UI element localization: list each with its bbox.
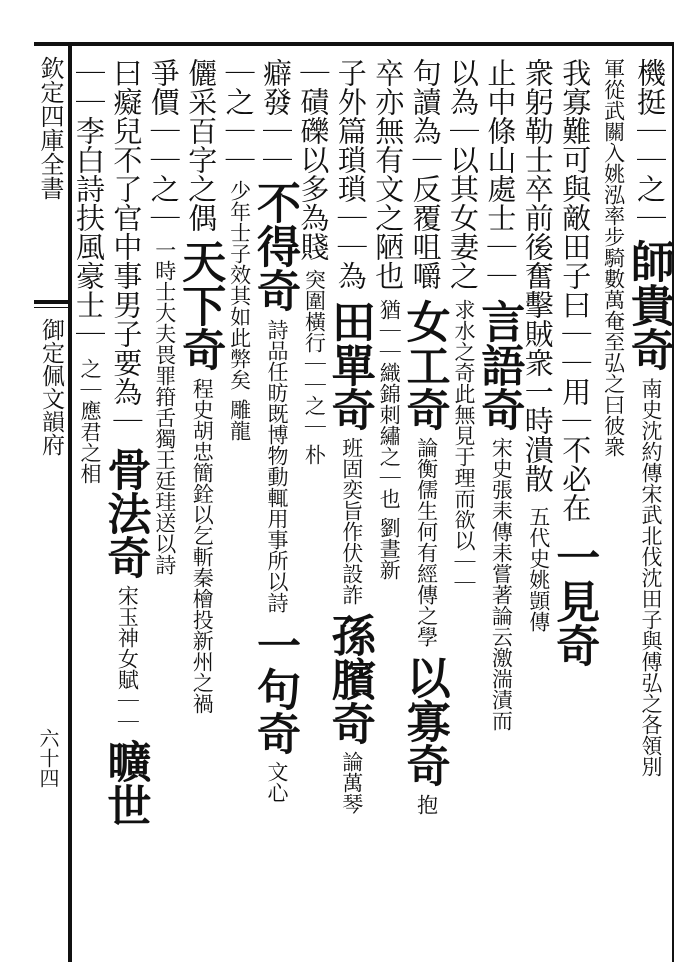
annotation-text: 軍從武關入姚泓率步騎數萬奄至弘之曰彼衆 (601, 58, 626, 457)
headword: 骨法奇 (99, 446, 151, 579)
text-column (249, 58, 302, 958)
headword: 一見奇 (548, 535, 600, 668)
annotation-text: 猶｜｜織錦刺繡之｜也 (377, 298, 402, 509)
annotation-text: 詩品任昉既博物動輒用事所以詩 (265, 318, 289, 613)
annotation-text: 程史胡忠簡銓以乞斬秦檜投新州之禍 (190, 378, 215, 715)
annotation-text: 五代史姚顗傳 (526, 505, 551, 632)
annotation-text: 求水之奇此無見于理而欲以｜｜ (452, 298, 476, 593)
text-column (146, 58, 190, 958)
body-text: 止中條山處士｜｜ (483, 58, 518, 290)
headword: 一句奇 (249, 622, 300, 755)
body-text: 句讀為｜反覆咀嚼 (408, 58, 443, 290)
annotation-text: 論衡儒生何有經傳之學 (414, 437, 439, 648)
body-text: 癖發｜｜ (259, 58, 293, 174)
text-column (71, 58, 115, 958)
headword: 曠世 (99, 739, 151, 828)
annotation-text: 之｜應君之相 (78, 357, 102, 484)
annotation-text: 班固奕旨作伏設詐 (339, 437, 364, 606)
annotation-text: 宋史張耒傳耒嘗著論云激湍漬而 (489, 437, 514, 732)
body-text: 機挺｜｜之｜ (633, 58, 667, 232)
text-column (398, 58, 452, 958)
text-column (595, 58, 639, 958)
headword: 天下奇 (174, 239, 226, 372)
text-column (445, 58, 489, 958)
annotation-text: 南史沈約傳宋武北伐沈田子與傅弘之各領別 (639, 378, 663, 778)
headword: 言語奇 (473, 298, 525, 431)
annotation-text: 少年士子效其如此弊矣 (227, 180, 252, 391)
body-text: 爭價｜｜之｜ (146, 58, 181, 232)
headword: 孫臏奇 (323, 612, 375, 745)
body-text: 卒亦無有文之陋也 (371, 58, 406, 290)
annotation-text: 宋玉神女賦｜｜ (115, 585, 140, 733)
body-text: 儷采百字之偶 (184, 58, 219, 232)
body-text: ｜之｜｜ (221, 58, 256, 174)
annotation-text: 雕龍 (227, 398, 252, 441)
fishtail-mark-thin (34, 307, 70, 308)
body-text: ｜磧礫以多為賤 (296, 58, 331, 261)
margin-folio-number: 六十四 (36, 728, 60, 788)
annotation-text: 突圍橫行｜｜之｜ (302, 269, 327, 438)
fishtail-mark (34, 300, 70, 304)
headword: 以寡奇 (398, 655, 450, 788)
body-text: 以為｜以其女妻之 (446, 58, 480, 290)
annotation-text: 抱 (414, 794, 439, 816)
annotation-text: 朴 (302, 444, 327, 466)
headword: 師貴奇 (623, 239, 674, 372)
body-text: 我寡難可與敵田子曰｜｜用｜不必在 (558, 58, 593, 522)
annotation-text: 文心 (265, 761, 289, 804)
annotation-text: 劉晝新 (377, 516, 402, 580)
margin-book-title: 御定佩文韻府 (38, 318, 64, 456)
text-column (623, 58, 676, 958)
body-text: 曰癡兒不了官中事男子要為｜ (109, 58, 144, 435)
headword: 不得奇 (249, 180, 300, 313)
headword: 女工奇 (398, 298, 450, 431)
body-text: 衆躬勒士卒前後奮擊賊衆一時潰散 (520, 58, 555, 493)
body-text: 子外篇瑣瑣｜｜為 (333, 58, 368, 290)
body-text: ｜｜李白詩扶風豪士｜ (72, 58, 106, 348)
text-column (323, 58, 377, 958)
margin-collection-title: 欽定四庫全書 (36, 56, 64, 200)
headword: 田單奇 (323, 298, 375, 431)
annotation-text: 論萬琴 (339, 751, 364, 815)
text-column (520, 58, 564, 958)
text-column (221, 58, 265, 958)
annotation-text: 一時士大夫畏罪箝舌獨王廷珪送以詩 (152, 239, 177, 576)
